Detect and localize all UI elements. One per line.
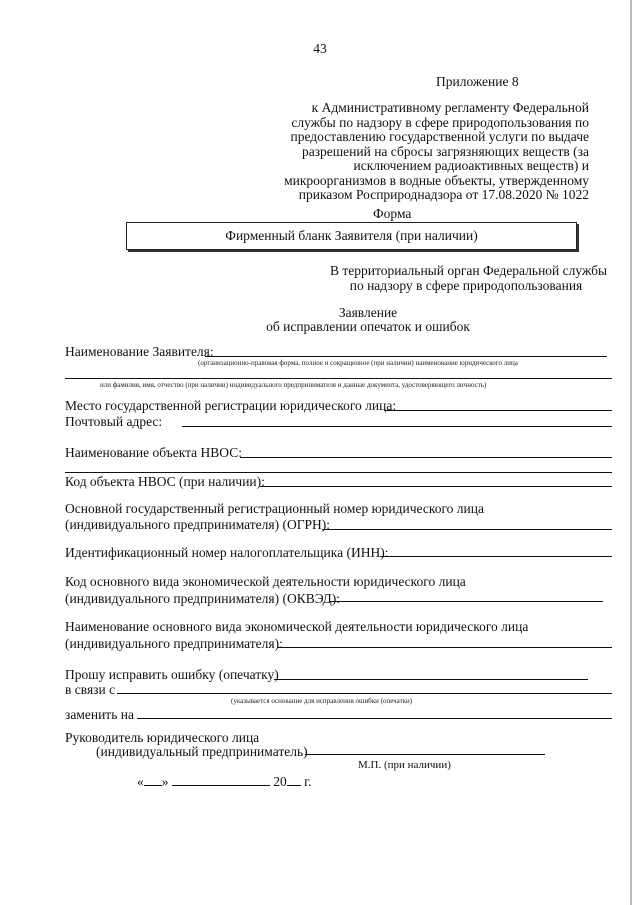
scan-edge (630, 0, 632, 905)
page-number: 43 (313, 41, 327, 56)
appendix-line: предоставлению государственной услуги по выдаче (290, 129, 589, 144)
appendix-line: разрешений на сбросы загрязняющих веществ (за (301, 143, 589, 159)
postal-address-line[interactable] (182, 426, 612, 427)
date-quote-close: » (161, 774, 169, 789)
addressee (330, 264, 607, 293)
activity-label-2: (индивидуального предпринимателя): (65, 636, 283, 651)
date-row (137, 775, 312, 789)
ogrn-label-2: (индивидуального предпринимателя) (ОГРН): (65, 517, 331, 532)
date-day-blank[interactable] (144, 775, 162, 786)
nvos-code-line[interactable] (260, 486, 612, 487)
postal-address-label: Почтовый адрес: (65, 414, 163, 429)
head-label: Руководитель юридического лица (65, 730, 260, 745)
stamp-note: М.П. (при наличии) (358, 759, 451, 771)
okved-line[interactable] (330, 601, 603, 602)
reason-label: в связи с (65, 682, 116, 697)
appendix-title: Приложение 8 (436, 74, 519, 89)
applicant-name-hint: (организационно-правовая форма, полное и сокращенное (при наличии) наименование юридического лица (198, 359, 518, 367)
activity-label: Наименование основного вида экономической деятельности юридического лица (65, 619, 529, 634)
replace-line[interactable] (137, 718, 612, 719)
okved-label-2: (индивидуального предпринимателя) (ОКВЭД): (65, 591, 340, 606)
head-label-2: (индивидуальный предприниматель) (96, 744, 308, 759)
appendix-line: к Административному регламенту Федеральной (311, 100, 589, 115)
applicant-name-hint-2: или фамилия, имя, отчество (при наличии) индивидуального предпринимателя и данные документа, удостоверяющего личность) (100, 381, 487, 389)
request-line[interactable] (274, 679, 588, 680)
nvos-name-label: Наименование объекта НВОС: (65, 445, 242, 460)
addressee-line: В территориальный орган Федеральной службы (330, 263, 608, 278)
nvos-code-label: Код объекта НВОС (при наличии): (65, 474, 265, 489)
ogrn-label: Основной государственный регистрационный номер юридического лица (65, 501, 484, 516)
appendix-line: микроорганизмов в водные объекты, утвержденному (284, 172, 589, 188)
date-quote-open: « (137, 774, 144, 789)
registration-place-line[interactable] (384, 410, 612, 411)
addressee-line: по надзору в сфере природопользования (349, 277, 583, 293)
date-month-blank[interactable] (172, 775, 270, 786)
reason-hint: (указывается основание для исправления ошибки (опечатки) (231, 697, 413, 705)
activity-line[interactable] (278, 647, 612, 648)
date-suffix: г. (304, 774, 312, 789)
date-year-blank[interactable] (287, 775, 301, 786)
form-label: Форма (373, 206, 412, 221)
appendix-line: службы по надзору в сфере природопользования по (291, 114, 589, 130)
appendix-line: приказом Росприроднадзора от 17.08.2020 № 1022 (298, 187, 589, 202)
signature-line[interactable] (305, 754, 545, 755)
nvos-name-line[interactable] (240, 457, 612, 458)
request-label: Прошу исправить ошибку (опечатку) (65, 667, 279, 682)
appendix-line: исключением радиоактивных веществ) и (353, 158, 589, 173)
date-year-prefix: 20 (273, 774, 287, 789)
heading-title: Заявление (338, 305, 398, 320)
registration-place-label: Место государственной регистрации юридического лица: (65, 398, 397, 413)
applicant-name-label: Наименование Заявителя: (65, 344, 214, 359)
applicant-name-line-2[interactable] (65, 378, 612, 379)
nvos-name-line-2[interactable] (65, 472, 612, 473)
reason-line[interactable] (117, 693, 612, 694)
ogrn-line[interactable] (322, 529, 612, 530)
inn-line[interactable] (380, 556, 612, 557)
okved-label: Код основного вида экономической деятельности юридического лица (65, 574, 466, 589)
replace-label: заменить на (65, 707, 134, 722)
appendix-text (280, 101, 589, 203)
inn-label: Идентификационный номер налогоплательщика (ИНН): (65, 545, 389, 560)
applicant-name-line[interactable] (205, 356, 607, 357)
letterhead-text: Фирменный бланк Заявителя (при наличии) (225, 228, 478, 243)
heading-subtitle: об исправлении опечаток и ошибок (266, 319, 470, 334)
